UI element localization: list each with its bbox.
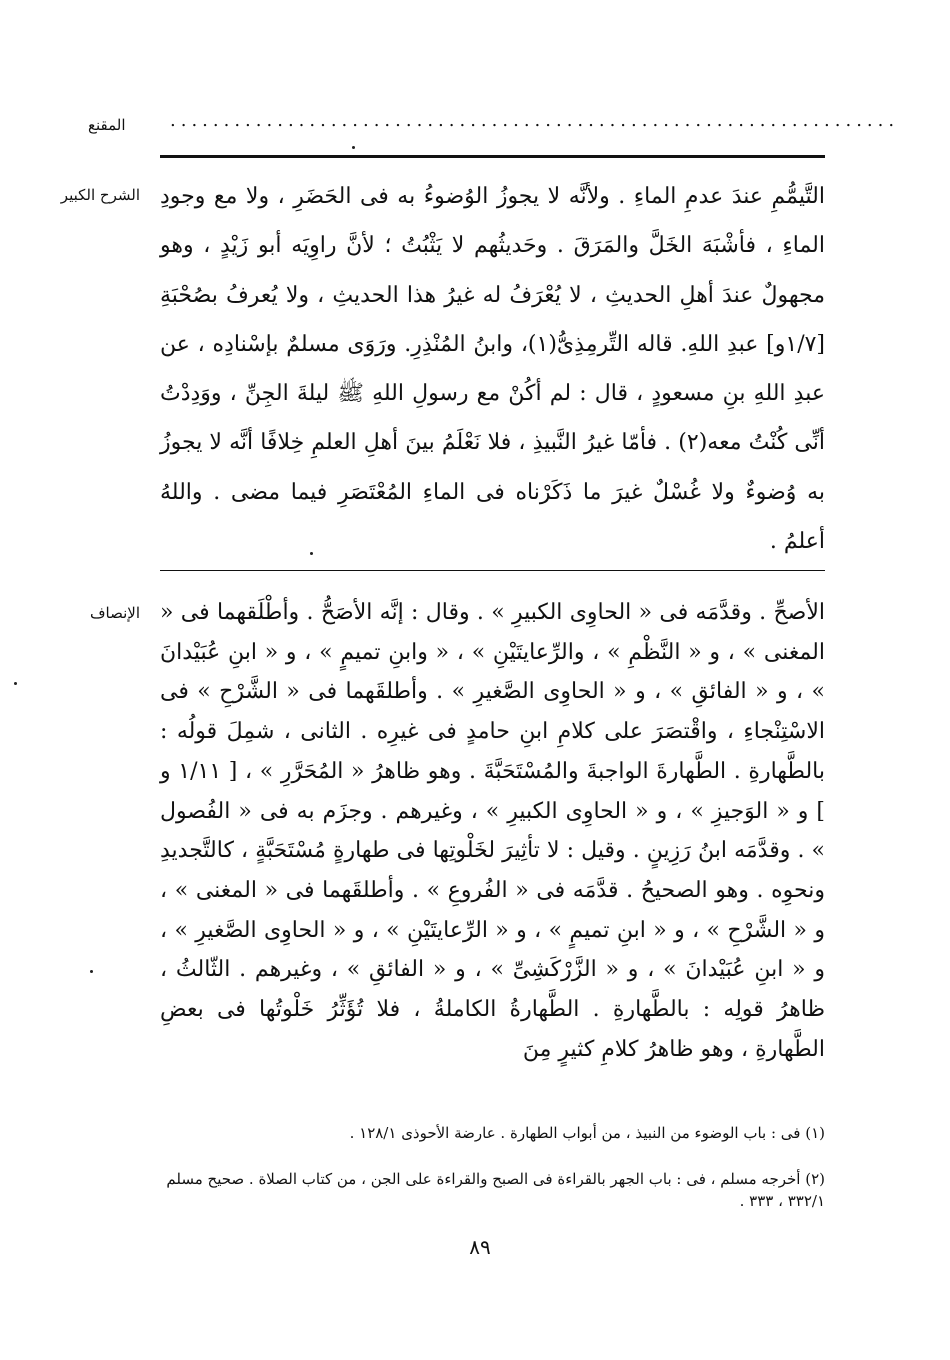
footnote-1: (١) فى : باب الوضوء من النبيذ ، من أبواب الطهارة . عارضة الأحوذى ١٢٨/١ .	[349, 1124, 825, 1142]
insaf-paragraph: الأصحِّ . وقدَّمَه فى « الحاوِى الكبيرِ » . وقال : إنَّه الأصَحُّ . وأطْلَقهما فى « المغنى » ، و « النَّظْمِ » ، والرِّعايتَيْنِ » ، « وابنِ تميمٍ » ، و « ابنِ عُبَيْدانَ » ، و « الفائقِ » ، و « الحاوِى الصَّغيرِ » . وأطلقَهما فى « الشَّرْحِ » فى الاسْتِنْجاءِ ، واقْتصَرَ على كلامِ ابنِ حامدٍ فى غيرِه . الثانى ، شمِلَ قولُه : بالطَّهارةِ . الطَّهارةَ الواجبةَ والمُسْتَحَبَّةَ . وهو ظاهرُ « المُحَرَّرِ » ، [ ١/١١ و ] و « الوَجيزِ » ، و « الحاوِى الكبيرِ » ، وغيرهم . وجزَم به فى « الفُصول » . وقدَّمَه ابنُ رَزِينٍ . وقيل : لا تأثِيرَ لخَلْوتِها فى طهارةٍ مُسْتَحَبَّةٍ ، كالتَّجديدِ ونحوِه . وهو الصحيحُ . قدَّمَه فى « الفُروعِ » . وأطلقَهما فى « المغنى » ، و « الشَّرْحِ » ، و « ابنِ تميمٍ » ، و « الرِّعايتَيْنِ » ، و « الحاوِى الصَّغيرِ » ، و « ابنِ عُبَيْدانَ » ، و « الزَّرْكَشِىِّ » ، و « الفائقِ » ، وغيرهم . الثّالثُ ، ظاهرُ قولِه : بالطَّهارةِ . الطَّهارةُ الكاملةُ ، فلا تُؤَثِّرُ خَلْوتُها فى بعضِ الطَّهارةِ ، وهو ظاهرُ كلامِ كثيرٍ مِنَ	[160, 600, 825, 1062]
header-rule	[160, 155, 825, 158]
section-label-insaf: الإنصاف	[89, 604, 140, 622]
footnote-2: (٢) أخرجه مسلم ، فى : باب الجهر بالقراءة فى الصبح والقراءة على الجن ، من كتاب الصلاة . صحيح مسلم ٣٣٢/١ ، ٣٣٣ .	[166, 1170, 825, 1210]
sharh-paragraph: التَّيمُّمِ عندَ عدمِ الماءِ . ولأنَّه لا يجوزُ الوُضوءُ به فى الحَضَرِ ، ولا مع وجودِ الماءِ ، فأشْبَهَ الخَلَّ والمَرَقَ . وحَديثُهم لا يَثْبُتُ ؛ لأنَّ راوِيَه أبو زَيْدٍ ، وهو مجهولٌ عندَ أهلِ الحديثِ ، لا يُعْرَفُ له غيرُ هذا الحديثِ ، ولا يُعرفُ بصُحْبَةِ [١/٧و] عبدِ اللهِ. قاله التِّرمِذِىُّ(١)، وابنُ المُنْذِرِ. ورَوَى مسلمٌ بإسْنادِه ، عن عبدِ اللهِ بنِ مسعودٍ ، قال : لم أكُنْ مع رسولِ اللهِ ﷺ ليلةَ الجِنِّ ، ووَدِدْتُ أنِّى كُنْتُ معه(٢) . فأمّا غيرُ النَّبيذِ ، فلا نَعْلَمُ بينَ أهلِ العلمِ خِلافًا أنَّه لا يجوزُ به وُضوءٌ ولا غُسْلٌ غيرَ ما ذَكَرْناه فى الماءِ المُعْتَصَرِ فيما مضى . واللهُ أعلمُ .	[160, 184, 826, 555]
print-speck	[352, 146, 355, 149]
insaf-text	[160, 593, 825, 1069]
sharh-text	[160, 172, 825, 566]
section-divider	[160, 570, 825, 571]
section-label-sharh: الشرح الكبير	[60, 186, 140, 204]
print-speck	[14, 682, 17, 685]
page-number: ٨٩	[469, 1235, 491, 1259]
running-title: المقنع	[88, 116, 126, 134]
header-dotted-leader: ....................................................................	[170, 110, 900, 131]
print-speck	[90, 970, 93, 973]
print-speck	[310, 552, 313, 555]
